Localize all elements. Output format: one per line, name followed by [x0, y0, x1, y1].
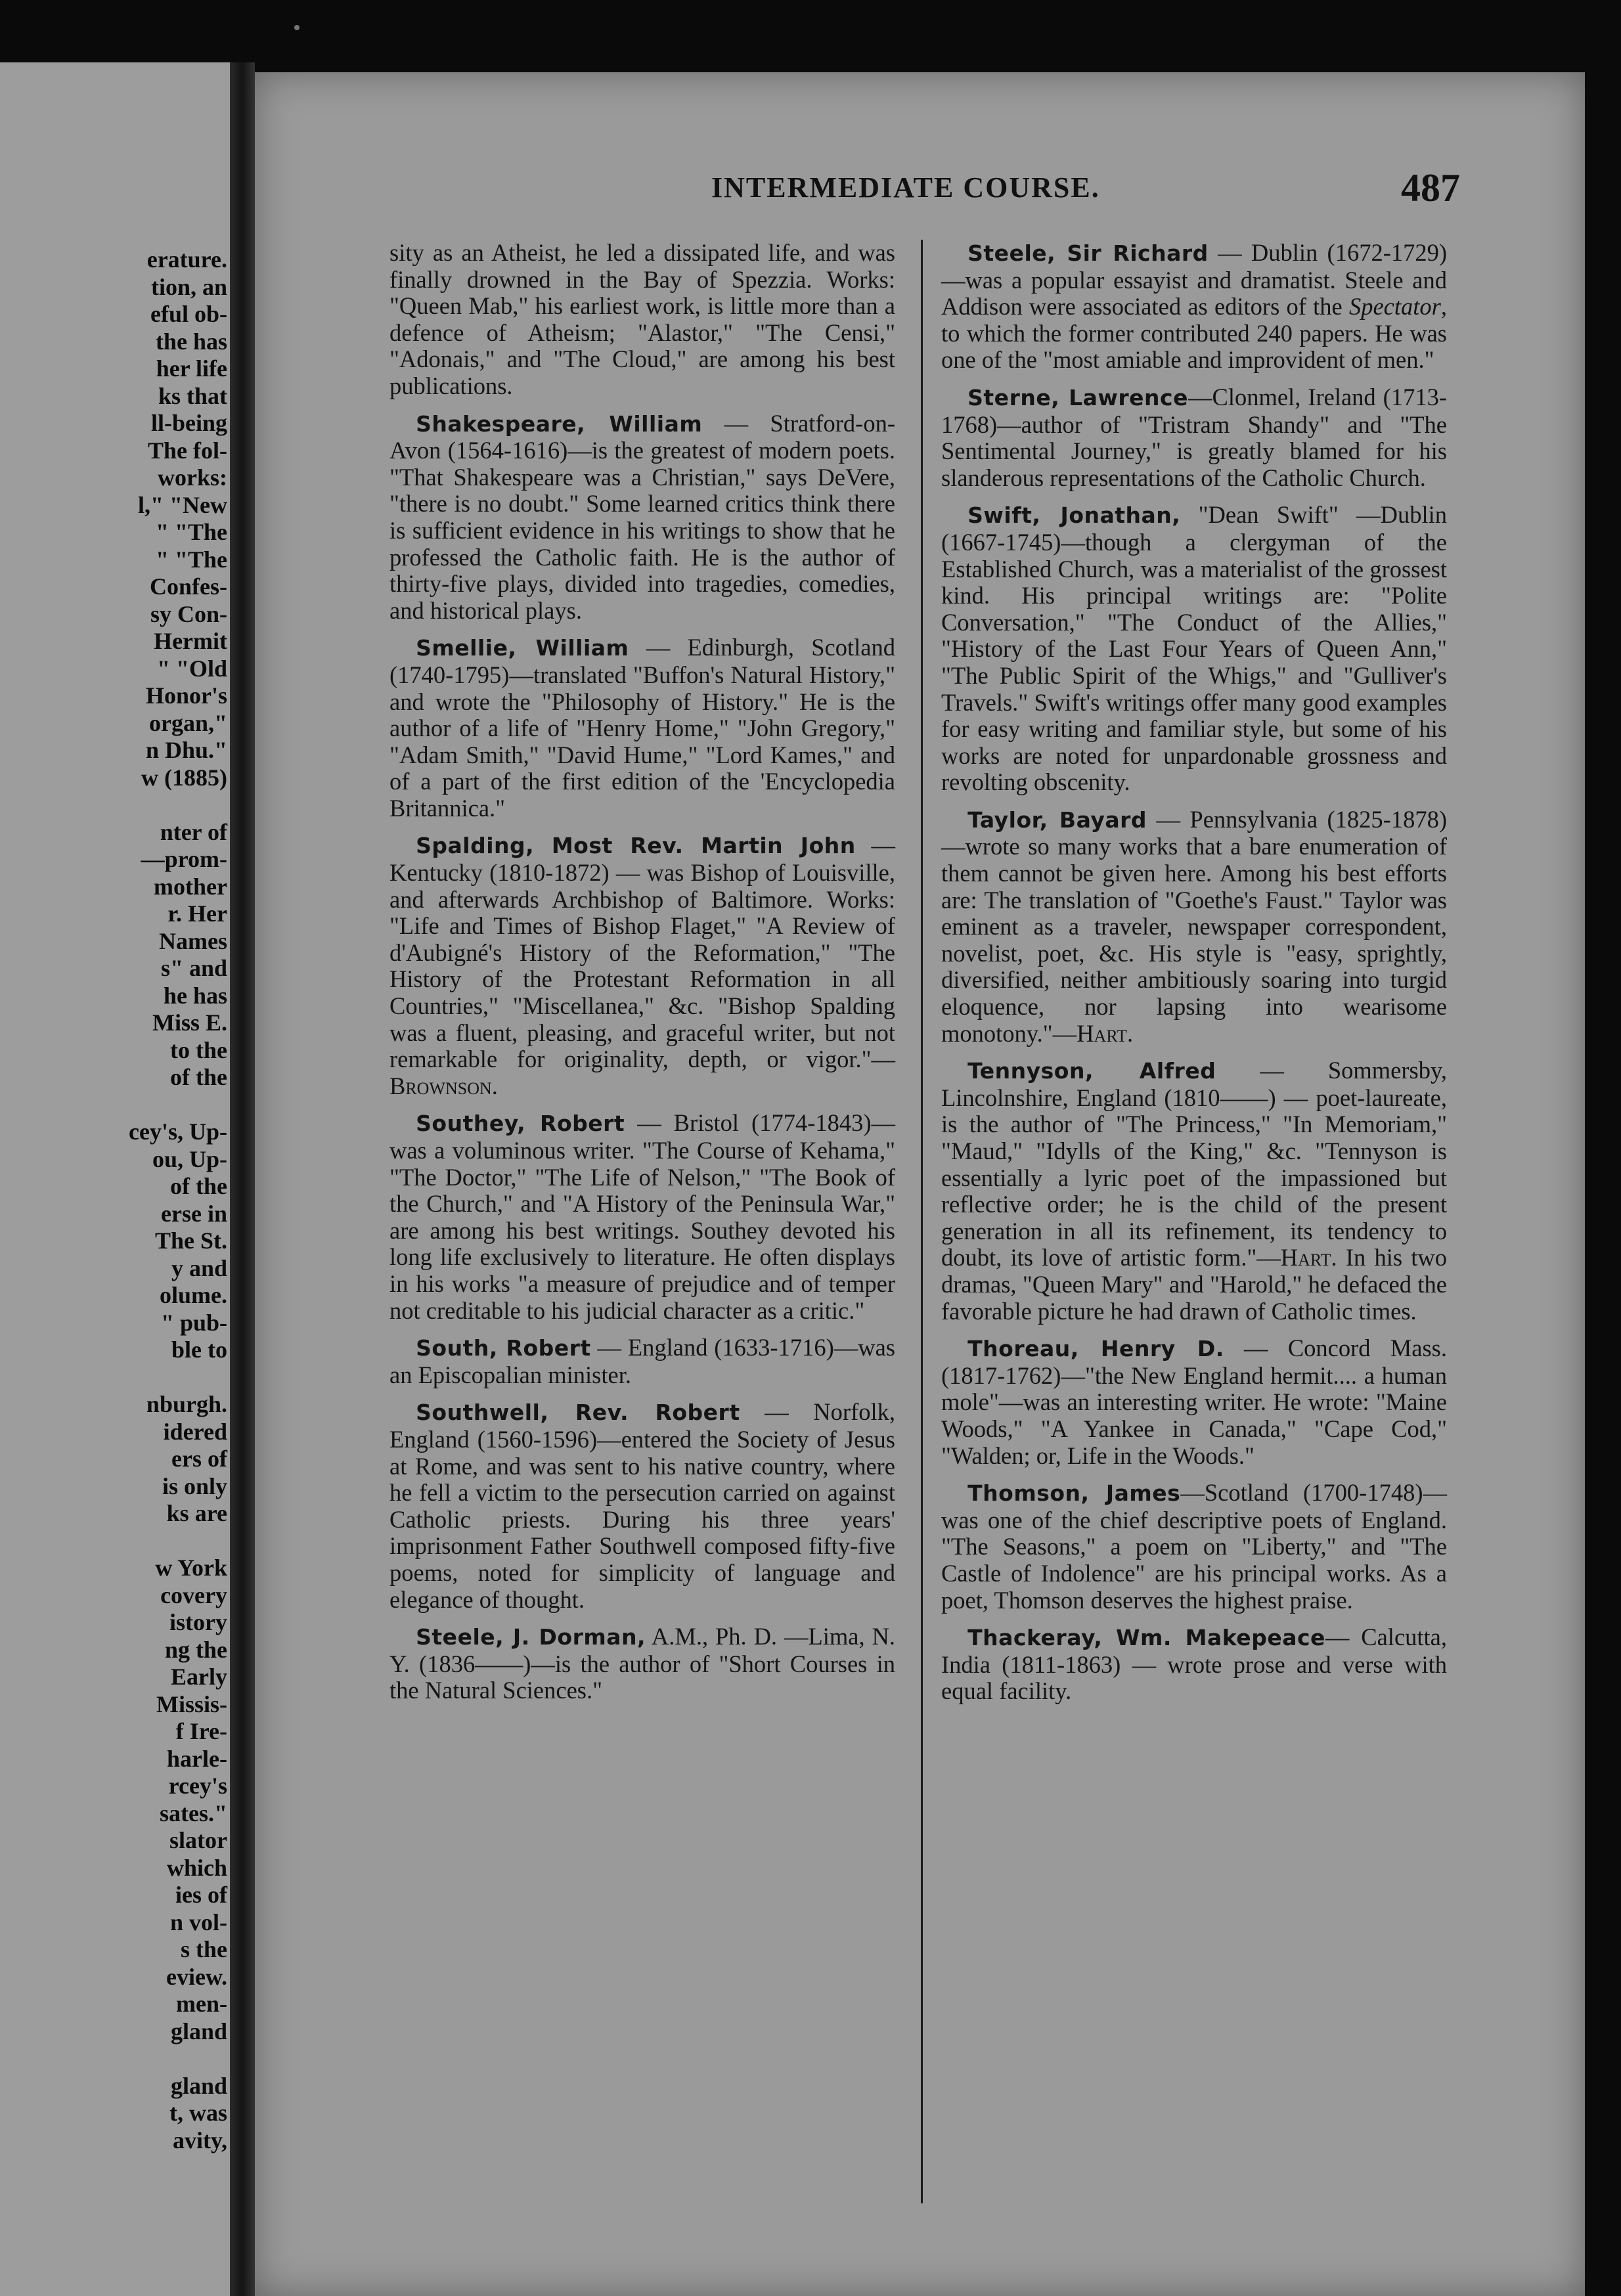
scan-speck: [294, 25, 300, 30]
entry-heading: Smellie, William: [416, 635, 629, 661]
biography-entry: [389, 240, 895, 400]
entry-heading: Swift, Jonathan,: [967, 502, 1181, 529]
page: [255, 72, 1585, 2296]
biography-entry: [941, 1335, 1447, 1469]
left-page-fragment: is only: [162, 1472, 227, 1499]
left-page-fragment: f Ire-: [175, 1718, 227, 1744]
running-title: INTERMEDIATE COURSE.: [711, 171, 1100, 204]
biography-entry: [389, 410, 895, 625]
entry-text: "Dean Swift" —Dublin (1667-1745)—though a clergyman of the Established Church, was a materialist of the grossest kind. His principal writings are: "Polite Conversation," "The Conduct of the Allies," "History of the Last Four Years of Queen Ann," "The Public Spirit of the Whigs," and "Gulliver's Travels." Swift's writings offer many good examples for easy writing and familiar style, but some of his works are noted for unpardonable grossness and revolting obscenity.: [941, 501, 1447, 796]
book-gutter: [230, 62, 255, 2296]
left-page-fragment: —prom-: [141, 846, 227, 872]
biography-entry: [941, 1480, 1447, 1614]
entry-heading: Taylor, Bayard: [967, 806, 1147, 833]
left-page-fragment: rcey's: [168, 1773, 227, 1799]
left-page-fragment: Names: [159, 927, 227, 954]
left-page-fragment: r. Her: [167, 900, 227, 927]
left-page-fragment: idered: [163, 1418, 227, 1445]
entry-heading: Sterne, Lawrence: [967, 384, 1188, 410]
entry-text: — Concord Mass. (1817-1762)—"the New England hermit.... a human mole"—was an interesting writer. He wrote: "Maine Woods," "A Yankee in Canada," "Cape Cod," "Walden; or, Life in the Woods.": [941, 1335, 1447, 1469]
biography-entry: [389, 832, 895, 1099]
left-page-fragment: harle-: [167, 1745, 227, 1772]
left-page-fragment: of the: [170, 1064, 227, 1090]
entry-text: sity as an Atheist, he led a dissipated life, and was finally drowned in the Bay of Spezzia. Works: "Queen Mab," his earliest work, is little more than a defence of Atheism; "Alastor," "The Censi," "Adonais," and "The Cloud," are among his best publications.: [389, 239, 895, 399]
entry-text: — England (1633-1716)—was an Episcopalian minister.: [389, 1334, 895, 1388]
entry-heading: Spalding, Most Rev. Martin John: [416, 833, 856, 859]
entry-text: — Stratford-on-Avon (1564-1616)—is the greatest of modern poets. "That Shakespeare was a Christian," says DeVere, "there is no doubt." Some learned critics think there is sufficient evidence in his writings to show that he professed the Catholic faith. He is the author of thirty-five plays, divided into tragedies, comedies, and historical plays.: [389, 409, 895, 624]
left-page-fragment: n Dhu.": [145, 737, 227, 763]
page-header: [255, 166, 1585, 210]
left-page-fragment: ll-being: [150, 410, 227, 436]
left-page-fragment: Early: [171, 1664, 227, 1690]
biography-entry: [389, 1335, 895, 1388]
left-page-fragment: Hermit: [154, 628, 227, 654]
left-page-fragment: s the: [181, 1936, 227, 1962]
left-page-fragment: gland: [170, 2072, 227, 2099]
entry-heading: Tennyson, Alfred: [967, 1058, 1216, 1084]
entry-heading: Shakespeare, William: [416, 410, 703, 437]
left-page-fragment: eview.: [166, 1963, 227, 1990]
left-page-fragment: cey's, Up-: [129, 1118, 227, 1145]
left-page-fragment: works:: [158, 464, 227, 491]
entry-text: — Bristol (1774-1843)—was a voluminous writer. "The Course of Kehama," "The Doctor," "The Life of Nelson," "The Book of the Church," and "A History of the Peninsula War," are among his best writings. Southey devoted his long life exclusively to literature. He often displays in his works "a measure of prejudice and of temper not creditable to his judicial character as a critic.": [389, 1109, 895, 1324]
left-page-fragment: which: [166, 1854, 227, 1881]
biography-entry: [941, 806, 1447, 1047]
entry-text: — Edinburgh, Scotland (1740-1795)—translated "Buffon's Natural History," and wrote the "Philosophy of History." He is the author of a life of "Henry Home," "John Gregory," "Adam Smith," "David Hume," "Lord Kames," and of a part of the first edition of the 'Encyclopedia Britannica.": [389, 634, 895, 822]
left-page-fragment: ks are: [166, 1500, 227, 1526]
entry-text: — Pennsylvania (1825-1878)—wrote so many works that a bare enumeration of them cannot be given here. Among his best efforts are: The translation of "Goethe's Faust." Taylor was eminent as a traveler, newspaper correspondent, novelist, poet, &c. His style is "easy, sprightly, diversified, neither ambitiously soaring into turgid eloquence, nor lapsing into wearisome monotony."—: [941, 805, 1447, 1047]
column-rule: [921, 240, 923, 2203]
left-page-fragment: her life: [156, 355, 227, 382]
left-page-fragment: n vol-: [169, 1909, 227, 1935]
biography-entry: [941, 240, 1447, 374]
left-page-fragment: men-: [176, 1991, 227, 2017]
left-page-fragment: Honor's: [145, 682, 227, 709]
entry-attribution: Hart.: [1077, 1019, 1134, 1047]
left-page-fragment: ble to: [171, 1336, 227, 1363]
left-column: [389, 240, 895, 1715]
left-page-fragment: The fol-: [148, 437, 227, 464]
entry-heading: Southwell, Rev. Robert: [416, 1400, 740, 1426]
entry-text: — Norfolk, England (1560-1596)—entered the Society of Jesus at Rome, and was sent to his native country, where he fell a victim to the persecution carried on against Catholic priests. During his three years' imprisonment Father Southwell composed fifty-five poems, noted for simplicity of language and elegance of thought.: [389, 1398, 895, 1613]
left-page-fragment: the has: [155, 328, 227, 355]
left-page-fragment: s" and: [160, 955, 227, 981]
left-page-fragment: " "The: [156, 519, 227, 545]
left-page-fragment: covery: [160, 1581, 227, 1608]
left-page-fragment: " pub-: [160, 1309, 227, 1336]
left-page-fragment: olume.: [160, 1282, 227, 1308]
left-page-fragment: The St.: [154, 1227, 227, 1254]
entry-text: — Calcutta, India (1811-1863) — wrote prose and verse with equal facility.: [941, 1623, 1447, 1705]
left-page-fragment: erature.: [146, 246, 227, 273]
left-page-fragment: erse in: [161, 1200, 227, 1227]
right-column: [941, 240, 1447, 1715]
left-page-fragment: nter of: [160, 818, 227, 845]
entry-attribution: Brownson.: [389, 1072, 498, 1099]
biography-entry: [389, 1623, 895, 1704]
entry-text: A.M., Ph. D. —Lima, N. Y. (1836——)—is the author of "Short Courses in the Natural Sciences.": [389, 1623, 895, 1704]
left-page-fragment: l," "New: [138, 491, 227, 518]
biography-entry: [389, 634, 895, 822]
biography-entry: [389, 1399, 895, 1613]
entry-heading: Thomson, James: [967, 1480, 1181, 1507]
entry-text: — Kentucky (1810-1872) — was Bishop of Louisville, and afterwards Archbishop of Baltimore. Works: "Life and Times of Bishop Flaget," "A Review of d'Aubigné's History of the Reformation," "The History of the Protestant Reformation in all Countries," "Miscellanea," &c. "Bishop Spalding was a fluent, pleasing, and graceful writer, but not remarkable for originality, depth, or vigor."—: [389, 831, 896, 1073]
left-page-fragment: " "The: [156, 546, 227, 573]
left-page-fragment: ers of: [171, 1446, 227, 1472]
entry-attribution: Hart.: [1280, 1244, 1337, 1271]
entry-text: —Scotland (1700-1748)—was one of the chief descriptive poets of England. "The Seasons," a poem on "Liberty," and "The Castle of Indolence" are his principal works. As a poet, Thomson deserves the highest praise.: [941, 1479, 1447, 1614]
left-page-fragment: w (1885): [141, 764, 227, 791]
left-page-fragment: ou, Up-: [152, 1145, 227, 1172]
left-page-fragment: Confes-: [150, 573, 227, 600]
left-page-fragment: he has: [163, 982, 227, 1009]
entry-text: , to which the former contributed 240 papers. He was one of the "most amiable and improvident of men.": [941, 293, 1447, 374]
left-page-fragment: ies of: [175, 1882, 227, 1908]
biography-entry: [941, 384, 1447, 491]
biography-entry: [389, 1110, 895, 1324]
left-page-fragment: slator: [169, 1827, 227, 1853]
left-page-fragment: Missis-: [156, 1690, 227, 1717]
left-page-fragment: eful ob-: [150, 301, 227, 327]
entry-italic: Spectator: [1348, 293, 1441, 320]
left-page-fragment: gland: [170, 2018, 227, 2044]
entry-heading: Steele, Sir Richard: [967, 240, 1209, 266]
left-page-fragment: avity,: [172, 2127, 227, 2153]
left-page-fragment: t, was: [169, 2100, 227, 2126]
entry-heading: Steele, J. Dorman,: [416, 1624, 646, 1650]
left-page-fragment: of the: [170, 1173, 227, 1199]
entry-heading: Thackeray, Wm. Makepeace: [967, 1625, 1325, 1651]
left-page-fragment: sy Con-: [150, 600, 227, 627]
biography-entry: [941, 502, 1447, 796]
entry-text: — Sommersby, Lincolnshire, England (1810——) — poet-laureate, is the author of "The Princess," "In Memoriam," "Maud," "Idylls of the King," &c. "Tennyson is essentially a lyric poet of the impassioned but reflective order; he is the child of the present generation in all its refinement, its tendency to doubt, its love of artistic form."—: [941, 1057, 1447, 1271]
left-page-fragment: organ,": [149, 709, 227, 736]
left-page-fragment: to the: [170, 1036, 227, 1063]
entry-heading: South, Robert: [416, 1335, 591, 1361]
previous-page-strip: [0, 62, 230, 2296]
entry-heading: Southey, Robert: [416, 1111, 625, 1137]
left-page-fragment: y and: [171, 1254, 227, 1281]
entry-heading: Thoreau, Henry D.: [967, 1336, 1224, 1362]
entry-text: In his two dramas, "Queen Mary" and "Harold," he defaced the favorable picture he had drawn of Catholic times.: [941, 1244, 1448, 1325]
left-page-fragment: w York: [155, 1555, 227, 1581]
left-page-fragment: sates.": [160, 1799, 227, 1826]
left-page-fragment: ng the: [164, 1636, 227, 1663]
left-page-fragment: ks that: [158, 382, 227, 409]
left-page-fragment: tion, an: [150, 273, 227, 300]
page-number: 487: [1401, 166, 1460, 210]
entry-text: —Clonmel, Ireland (1713-1768)—author of "Tristram Shandy" and "The Sentimental Journey," is greatly blamed for his slanderous representations of the Catholic Church.: [941, 383, 1447, 491]
left-page-fragment: istory: [169, 1609, 227, 1635]
left-page-fragment: mother: [154, 873, 227, 900]
left-page-fragment: nburgh.: [146, 1391, 227, 1417]
left-page-fragment: Miss E.: [152, 1009, 227, 1036]
biography-entry: [941, 1624, 1447, 1705]
biography-entry: [941, 1057, 1447, 1325]
entry-text: — Dublin (1672-1729)—was a popular essayist and dramatist. Steele and Addison were associated as editors of the: [941, 239, 1447, 320]
left-page-fragment: " "Old: [157, 655, 227, 682]
